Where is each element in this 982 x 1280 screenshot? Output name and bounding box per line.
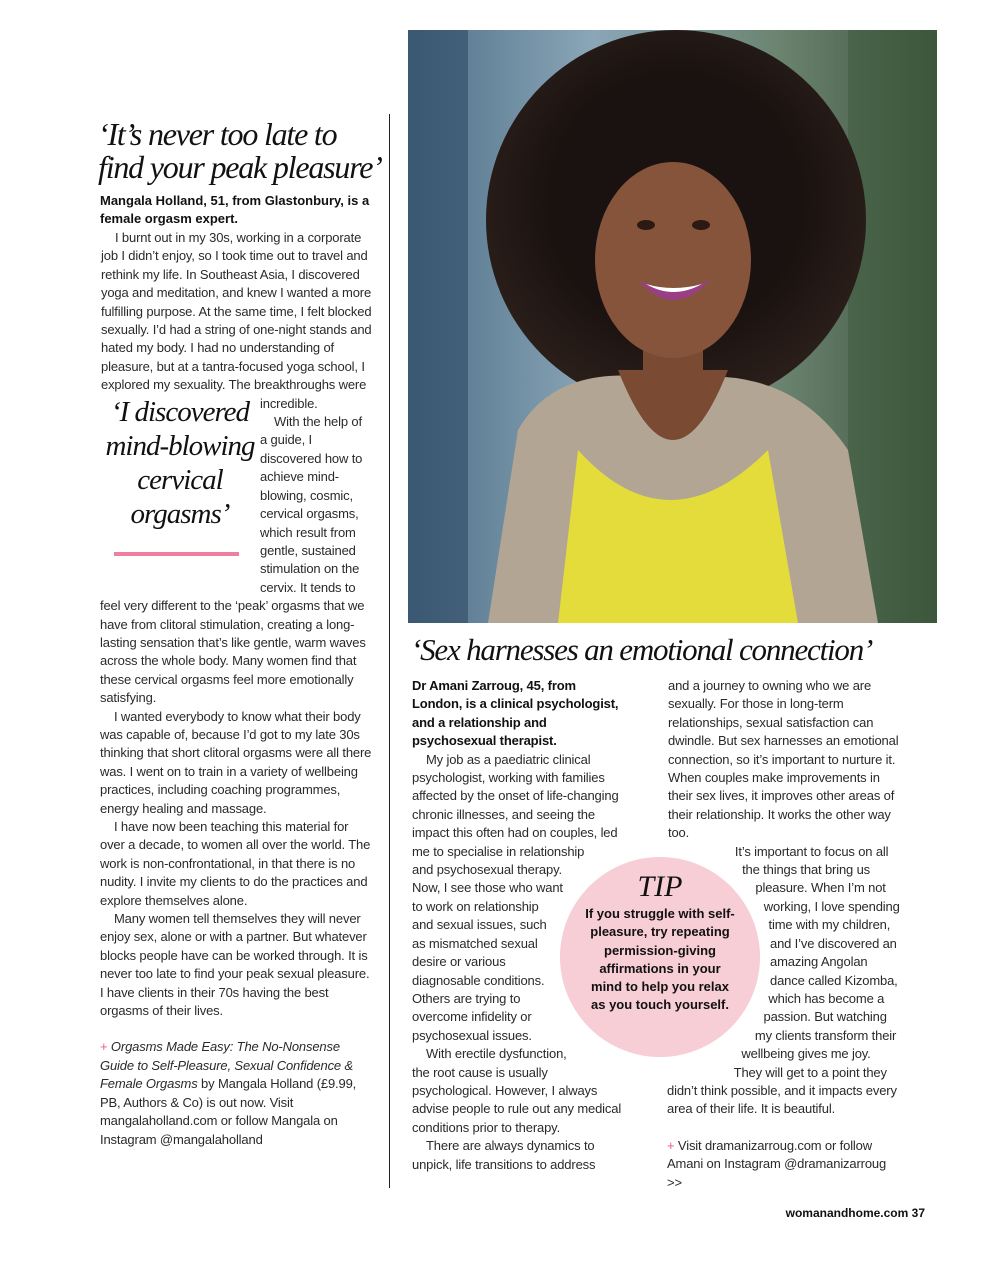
book-title: Orgasms Made Easy: The No-Nonsense Guide to Self-Pleasure, Sexual Confidence & Female Orgasms [100,1039,353,1092]
paragraph: I wanted everybody to know what their body was capable of, because I’d got to my late 30s thinking that short clitoral orgasms were all there was. I went on to train in a variety of wellbeing practices, including coaching programmes, energy healing and massage. [100,708,372,816]
paragraph: It’s important to focus on all the things that bring us pleasure. When I’m not working, I love spending time with my children, and I’ve discovered an amazing Angolan dance called Kizomba, which has become a passion. But watching my clients transform their wellbeing gives me joy. [734,843,900,1062]
wrap-spacer [556,902,627,920]
article1-headline: ‘It’s never too late to find your peak pleasure’ [98,116,382,185]
tip-title: TIP [637,870,683,903]
wrap-spacer [551,921,627,939]
wrap-spacer [565,884,627,902]
paragraph: Many women tell themselves they will never enjoy sex, alone or with a partner. But whatever blocks people have can be worked through. It is never too late to find your peak sexual pleasure. I have clients in their 70s having the best orgasms of their lives. [100,911,370,1019]
wrap-spacer [550,957,627,975]
wrap-spacer [667,847,721,865]
column-divider [389,114,390,1188]
paragraph: My job as a paediatric clinical psychologist, working with families affected by the onset of life-changing chronic illnesses, and seeing the impact this often had on couples, led me to specialise in relationship and psychosexual therapy. Now, I see those who want to work on relationship and sexual issues, such as mismatched sexual desire or various diagnosable conditions. Others are trying to overcome infidelity or psychosexual issues. [412,751,619,1043]
book-details: by Mangala Holland (£9.99, PB, Authors & Co) is out now. Visit mangalaholland.com or follow Mangala on Instagram @mangalaholland [100,1076,357,1147]
paragraph: With the help of a guide, I discovered how to achieve mind-blowing, cosmic, cervical orgasms, which result from gentle, sustained stimulation on the cervix. It tends to feel very different to the ‘peak’ orgasms that we have from clitoral stimulation, creating a long-lasting sensation that’s like gentle, warm waves across the whole body. Many women find that these cervical orgasms feel more emotionally satisfying. [100,414,366,706]
paragraph: They will get to a point they didn’t think possible, and it impacts every area of their life. It is beautiful. [667,1064,897,1117]
wrap-spacer [667,976,768,994]
footnote-text: Visit dramanizarroug.com or follow Amani on Instagram @dramanizarroug >> [667,1137,887,1190]
article2-intro: Dr Amani Zarroug, 45, from London, is a clinical psychologist, and a relationship and psychosexual therapist. [412,678,619,749]
wrap-spacer [565,1013,627,1031]
portrait-photo [408,30,937,623]
page-footer [786,1206,925,1220]
website-footnote [667,1137,903,1192]
article1-body [100,229,372,1149]
wrap-spacer [667,1031,741,1049]
book-footnote [100,1038,372,1148]
wrap-spacer [600,1049,627,1067]
plus-icon: + [100,1039,108,1055]
wrap-spacer [667,957,770,975]
tip-text: If you struggle with self-pleasure, try repeating permission-giving affirmations in your mind to help you relax as you touch yourself. [585,906,735,1013]
wrap-spacer [667,884,755,902]
paragraph: I burnt out in my 30s, working in a corporate job I didn’t enjoy, so I took time out to travel and rethink my life. In Southeast Asia, I discovered yoga and meditation, and knew I wanted a more fulfilling purpose. At the same time, I felt blocked sexually. I’d had a string of one-night stands and hated my body. I had no understanding of pleasure, but at a tantra-focused yoga school, I explored my sexuality. The breakthroughs were incredible. [101,230,372,411]
wrap-spacer [667,921,769,939]
wrap-spacer [667,1013,755,1031]
article2-column-1 [412,677,627,1174]
paragraph: I have now been teaching this material for over a decade, to women all over the world. The work is non-confrontational, in that there is no nudity. I invite my clients to do the practices and explore themselves alone. [100,819,371,908]
wrap-spacer [599,847,627,865]
wrap-spacer [667,902,764,920]
pull-quote [100,395,260,581]
article2-headline: ‘Sex harnesses an emotional connection’ [411,632,873,667]
paragraph: With erectile dysfunction, the root cause is usually psychological. However, I always advise people to rule out any medical conditions prior to therapy. [412,1046,622,1135]
page-number: 37 [911,1206,925,1220]
wrap-spacer [556,994,627,1012]
wrap-spacer [552,976,627,994]
wrap-spacer [667,865,742,883]
paragraph: There are always dynamics to unpick, life transitions to address [412,1138,596,1172]
pull-quote-underline [114,552,239,556]
site-name: womanandhome.com [785,1206,909,1220]
wrap-spacer [667,1049,720,1067]
article2-column-2 [667,677,903,1192]
wrap-spacer [578,865,627,883]
spacer [626,677,627,847]
wrap-spacer [667,994,764,1012]
wrap-spacer [579,1031,627,1049]
plus-icon: + [667,1137,675,1153]
article1-intro: Mangala Holland, 51, from Glastonbury, is a female orgasm expert. [100,193,370,227]
wrap-spacer [550,939,627,957]
paragraph: and a journey to owning who we are sexually. For those in long-term relationships, sexual satisfaction can dwindle. But sex harnesses an emotional connection, so it’s important to nurture it. When couples make improvements in their sex lives, it improves other areas of their relationship. It works the other way too. [668,678,899,841]
wrap-spacer [667,939,770,957]
pull-quote-text: ‘I discovered mind-blowing cervical orgasms’ [105,396,255,530]
portrait-image [408,30,937,623]
